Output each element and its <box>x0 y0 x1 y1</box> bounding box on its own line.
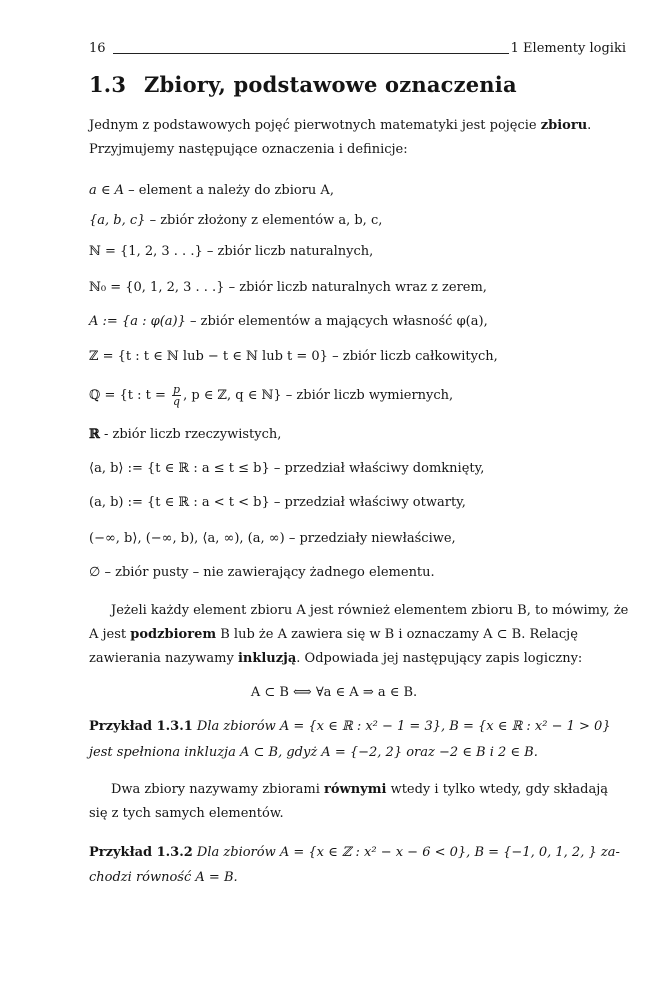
section-heading <box>89 72 517 97</box>
definition-item <box>89 427 281 442</box>
example-2-cont <box>89 870 238 885</box>
definition-text: – zbiór elementów a mających własność φ(a), <box>185 314 488 329</box>
definition-text: – przedział właściwy otwarty, <box>269 495 466 510</box>
definition-text: – zbiór złożony z elementów a, b, c, <box>145 213 383 228</box>
subset-formula: A ⊂ B ⟺ ∀a ∈ A ⇒ a ∈ B. <box>250 685 418 700</box>
definition-formula: (a, b) := {t ∈ ℝ : a < t < b} <box>89 495 270 510</box>
intro-paragraph <box>89 114 629 162</box>
example-2 <box>89 845 620 860</box>
example-1-text: Dla zbiorów A = {x ∈ ℝ : x² − 1 = 3}, B = {x ∈ ℝ : x² − 1 > 0} <box>192 719 611 734</box>
subset-text-1: Jeżeli każdy element zbioru A jest również elementem zbioru B, to mówimy, że A jest <box>89 603 629 642</box>
page-number: 16 <box>89 41 106 56</box>
definition-text: – przedziały niewłaściwe, <box>284 531 456 546</box>
running-header <box>89 41 626 61</box>
definition-item <box>89 495 466 510</box>
definition-item <box>89 244 373 259</box>
definition-formula: ℚ = {t : t = <box>89 388 171 403</box>
chapter-title: 1 Elementy logiki <box>510 41 626 56</box>
example-1-text-2: jest spełniona inkluzja A ⊂ B, gdyż A = {−2, 2} oraz −2 ∈ B i 2 ∈ B. <box>89 745 538 760</box>
subset-text-2: B lub że A zawiera się w B i oznaczamy A ⊂ B. Relację zawierania nazywamy <box>89 627 578 666</box>
example-1-cont <box>89 745 538 760</box>
subset-paragraph <box>89 599 629 671</box>
definition-item <box>89 213 382 228</box>
definition-formula: ⟨a, b⟩ := {t ∈ ℝ : a ≤ t ≤ b} <box>89 461 270 476</box>
equality-term: równymi <box>324 782 387 797</box>
fraction-denominator: q <box>173 395 181 408</box>
definition-text: – zbiór liczb naturalnych, <box>202 244 374 259</box>
definition-text: - zbiór liczb rzeczywistych, <box>99 427 282 442</box>
example-2-text-2: chodzi równość A = B. <box>89 870 238 885</box>
definition-text: – zbiór liczb wymiernych, <box>281 388 454 403</box>
subset-text-3: . Odpowiada jej następujący zapis logiczny: <box>296 651 583 666</box>
definition-text: – zbiór pusty – nie zawierający żadnego elementu. <box>100 565 435 580</box>
definition-formula: ℝ <box>89 427 100 442</box>
definition-item <box>89 183 334 198</box>
example-2-text: Dla zbiorów A = {x ∈ ℤ : x² − x − 6 < 0}, B = {−1, 0, 1, 2, } za- <box>192 845 620 860</box>
definition-text: – zbiór liczb całkowitych, <box>327 349 498 364</box>
fraction-numerator: p <box>173 383 181 396</box>
definition-item <box>89 384 453 407</box>
definition-formula: A := {a : φ(a)} <box>89 314 186 329</box>
subset-term: podzbiorem <box>130 627 217 642</box>
intro-text-2: . Przyjmujemy następujące oznaczenia i definicje: <box>89 118 592 157</box>
fraction <box>172 384 181 407</box>
example-1 <box>89 719 611 734</box>
example-1-label: Przykład 1.3.1 <box>89 719 193 734</box>
definition-formula: ℕ₀ = {0, 1, 2, 3 . . .} <box>89 280 225 295</box>
definition-formula: {a, b, c} <box>89 213 146 228</box>
section-number: 1.3 <box>89 72 127 97</box>
definition-formula: ℕ = {1, 2, 3 . . .} <box>89 244 203 259</box>
definition-item <box>89 314 488 329</box>
definition-formula: (−∞, b⟩, (−∞, b), ⟨a, ∞), (a, ∞) <box>89 531 285 546</box>
definition-item <box>89 565 435 580</box>
definition-item <box>89 280 487 295</box>
inclusion-term: inkluzją <box>237 651 297 666</box>
section-title: Zbiory, podstawowe oznaczenia <box>144 72 517 97</box>
header-rule <box>113 53 509 54</box>
example-2-label: Przykład 1.3.2 <box>89 845 193 860</box>
definition-item <box>89 461 484 476</box>
definition-text: – zbiór liczb naturalnych wraz z zerem, <box>224 280 487 295</box>
definition-text: – element a należy do zbioru A, <box>124 183 334 198</box>
definition-formula: ℤ = {t : t ∈ ℕ lub − t ∈ ℕ lub t = 0} <box>89 349 328 364</box>
equality-paragraph <box>89 778 629 826</box>
equality-text-2: wtedy i tylko wtedy, gdy składają się z tych samych elementów. <box>89 782 609 821</box>
definition-text: – przedział właściwy domknięty, <box>269 461 485 476</box>
equality-text-1: Dwa zbiory nazywamy zbiorami <box>111 782 325 797</box>
definition-formula-cont: , p ∈ ℤ, q ∈ ℕ} <box>183 388 282 403</box>
definition-formula: ∅ <box>89 565 101 580</box>
intro-term: zbioru <box>540 118 588 133</box>
definition-item <box>89 531 456 546</box>
intro-text-1: Jednym z podstawowych pojęć pierwotnych matematyki jest pojęcie <box>89 118 541 133</box>
definition-formula: a ∈ A <box>89 183 125 198</box>
definition-item <box>89 349 498 364</box>
